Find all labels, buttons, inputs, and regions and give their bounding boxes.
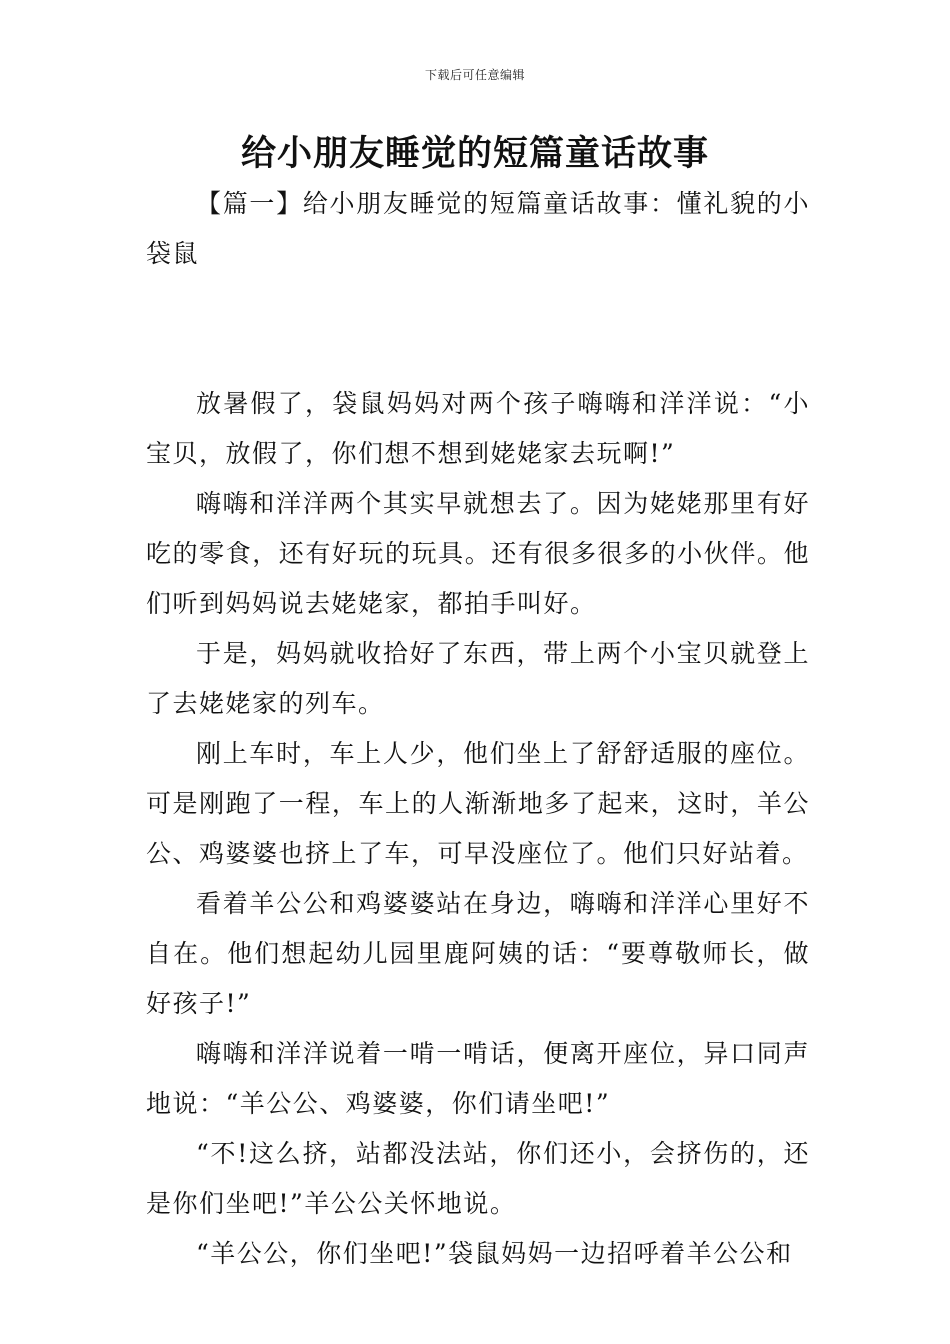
document-title: 给小朋友睡觉的短篇童话故事 <box>240 134 709 174</box>
paragraph: 看着羊公公和鸡婆婆站在身边，嗨嗨和洋洋心里好不自在。他们想起幼儿园里鹿阿姨的话：“要尊敬师长，做好孩子!” <box>146 889 810 1018</box>
paragraph: 放暑假了，袋鼠妈妈对两个孩子嗨嗨和洋洋说：“小宝贝，放假了，你们想不想到姥姥家去玩啊!” <box>146 389 810 468</box>
document-body <box>146 179 810 1279</box>
paragraph: “羊公公，你们坐吧!”袋鼠妈妈一边招呼着羊公公和 <box>196 1239 793 1268</box>
section-heading: 【篇一】给小朋友睡觉的短篇童话故事：懂礼貌的小袋鼠 <box>146 189 810 268</box>
header-note: 下载后可任意编辑 <box>424 68 525 82</box>
paragraph: 嗨嗨和洋洋说着一啃一啃话，便离开座位，异口同声地说：“羊公公、鸡婆婆，你们请坐吧!” <box>146 1039 810 1118</box>
paragraph: 刚上车时，车上人少，他们坐上了舒舒适服的座位。可是刚跑了一程，车上的人渐渐地多了起来，这时，羊公公、鸡婆婆也挤上了车，可早没座位了。他们只好站着。 <box>146 739 810 868</box>
paragraph: 嗨嗨和洋洋两个其实早就想去了。因为姥姥那里有好吃的零食，还有好玩的玩具。还有很多很多的小伙伴。他们听到妈妈说去姥姥家，都拍手叫好。 <box>146 489 810 618</box>
paragraph: 于是，妈妈就收拾好了东西，带上两个小宝贝就登上了去姥姥家的列车。 <box>146 639 810 718</box>
blank-space <box>146 279 810 379</box>
paragraph: “不!这么挤，站都没法站，你们还小，会挤伤的，还是你们坐吧!”羊公公关怀地说。 <box>146 1139 810 1218</box>
